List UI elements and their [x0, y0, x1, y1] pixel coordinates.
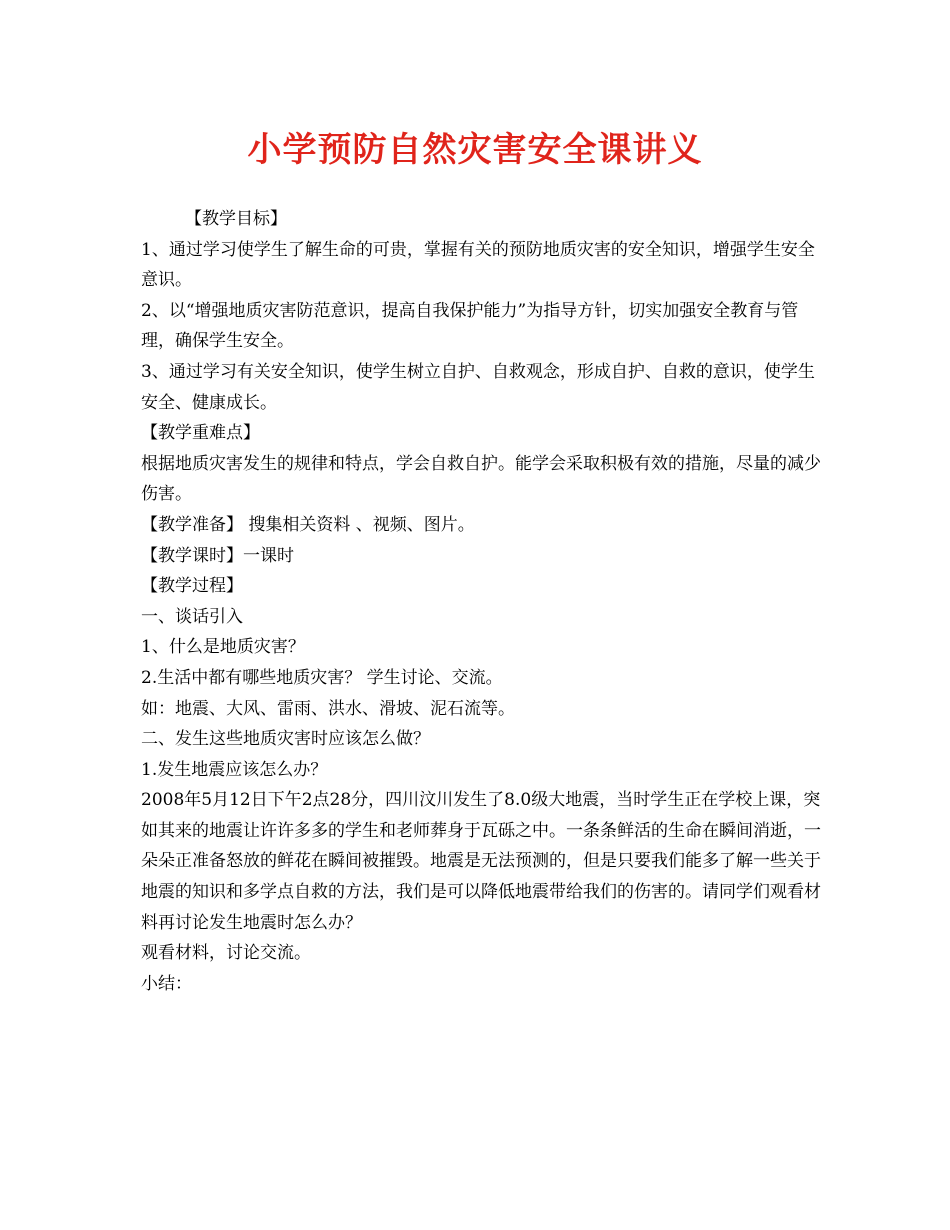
process-question-1: 1、什么是地质灾害？ [141, 637, 305, 658]
summary-label: 小结： [141, 973, 192, 994]
goal-item-1: 1、通过学习使学生了解生命的可贵，掌握有关的预防地质灾害的安全知识，增强学生安全意识。 [141, 239, 815, 291]
process-question-2: 2.生活中都有哪些地质灾害？ 学生讨论、交流。 [141, 667, 503, 688]
teaching-hours: 【教学课时】一课时 [141, 545, 294, 566]
section-heading-key-points: 【教学重难点】 [141, 423, 260, 444]
key-points-text: 根据地质灾害发生的规律和特点，学会自救自护。能学会采取积极有效的措施，尽量的减少伤害。 [141, 453, 821, 505]
disaster-examples: 如：地震、大风、雷雨、洪水、滑坡、泥石流等。 [141, 698, 515, 719]
section-heading-teaching-goals: 【教学目标】 [185, 209, 287, 229]
goal-item-3: 3、通过学习有关安全知识，使学生树立自护、自救观念，形成自护、自救的意识，使学生安全、健康成长。 [141, 361, 815, 413]
goal-item-2: 2、以“增强地质灾害防范意识，提高自我保护能力”为指导方针，切实加强安全教育与管理，确保学生安全。 [141, 300, 799, 352]
process-step-two: 二、发生这些地质灾害时应该怎么做？ [141, 729, 430, 750]
teaching-preparation: 【教学准备】 搜集相关资料 、视频、图片。 [141, 514, 475, 535]
section-heading-teaching-process: 【教学过程】 [141, 576, 243, 597]
document-body [141, 204, 821, 999]
process-step-intro: 一、谈话引入 [141, 606, 243, 627]
page-title: 小学预防自然灾害安全课讲义 [247, 130, 703, 170]
earthquake-narrative: 2008年5月12日下午2点28分，四川汶川发生了8.0级大地震，当时学生正在学校上课，突如其来的地震让许许多多的学生和老师葬身于瓦砾之中。一条条鲜活的生命在瞬间消逝，一朵朵正准备怒放的鲜花在瞬间被摧毁。地震是无法预测的，但是只要我们能多了解一些关于地震的知识和多学点自救的方法，我们是可以降低地震带给我们的伤害的。请同学们观看材料再讨论发生地震时怎么办？ [141, 790, 821, 933]
watch-material: 观看材料，讨论交流。 [141, 943, 311, 964]
earthquake-question: 1.发生地震应该怎么办？ [141, 759, 328, 780]
